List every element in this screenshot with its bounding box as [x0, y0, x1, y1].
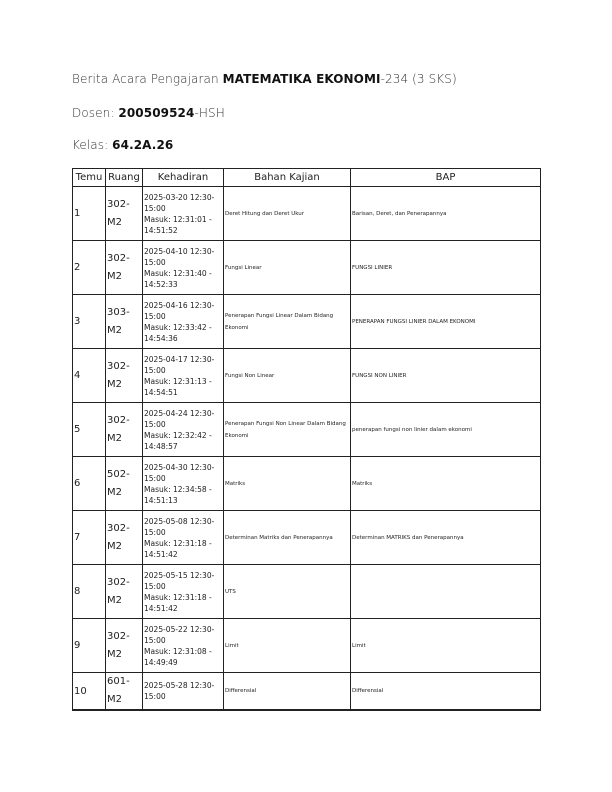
cell-kehadiran [143, 349, 224, 403]
table-row [73, 403, 541, 457]
cell-temu-text: 5 [74, 424, 81, 435]
cell-kehadiran-text: 2025-05-28 12:30-15:00 [144, 681, 215, 701]
cell-ruang-text: 601-M2 [107, 676, 130, 705]
cell-temu [73, 403, 106, 457]
table-row [73, 673, 541, 711]
course-name: MATEMATIKA EKONOMI [222, 72, 381, 86]
cell-kehadiran-text: 2025-05-08 12:30-15:00 [144, 516, 215, 537]
cell-kehadiran-text: 2025-05-22 12:30-15:00 [144, 624, 215, 645]
cell-bahan-kajian-text: Penerapan Fungsi Non Linear Dalam Bidang Ekonomi [225, 420, 346, 439]
cell-ruang [106, 349, 143, 403]
dosen-id: 200509524 [118, 106, 195, 120]
table-row [73, 187, 541, 241]
dosen-line [72, 106, 225, 120]
cell-bahan-kajian-text: Matriks [225, 480, 246, 487]
column-header-bahan-kajian: Bahan Kajian [224, 169, 351, 187]
cell-ruang-text: 302-M2 [107, 198, 130, 228]
cell-kehadiran-text: Masuk: 12:31:13 - 14:54:51 [144, 376, 212, 397]
cell-bap [351, 673, 541, 711]
cell-bap [351, 403, 541, 457]
cell-ruang-text: 302-M2 [107, 522, 130, 552]
cell-kehadiran [143, 673, 224, 711]
attendance-table [72, 168, 541, 711]
cell-kehadiran [143, 187, 224, 241]
table-row [73, 241, 541, 295]
table-row [73, 565, 541, 619]
table-row [73, 349, 541, 403]
cell-temu-text: 2 [74, 262, 81, 273]
cell-kehadiran-text: 2025-04-10 12:30-15:00 [144, 246, 215, 267]
cell-bap [351, 511, 541, 565]
cell-bahan-kajian-text: Fungsi Linear [225, 264, 262, 271]
cell-kehadiran [143, 619, 224, 673]
cell-temu-text: 9 [74, 640, 81, 651]
cell-temu [73, 565, 106, 619]
cell-kehadiran [143, 565, 224, 619]
cell-bahan-kajian-text: Determinan Matriks dan Penerapannya [225, 534, 333, 541]
cell-bahan-kajian-text: UTS [225, 588, 236, 595]
cell-ruang-text: 302-M2 [107, 360, 130, 390]
cell-ruang [106, 241, 143, 295]
cell-bap-text: Determinan MATRIKS dan Penerapannya [352, 534, 464, 541]
cell-kehadiran-text: Masuk: 12:31:18 - 14:51:42 [144, 538, 212, 559]
cell-temu [73, 241, 106, 295]
cell-kehadiran-text: Masuk: 12:31:08 - 14:49:49 [144, 646, 212, 667]
cell-temu-text: 7 [74, 532, 81, 543]
table-header-row [73, 169, 541, 187]
cell-bahan-kajian [224, 673, 351, 711]
cell-bahan-kajian [224, 457, 351, 511]
table-row [73, 295, 541, 349]
cell-ruang-text: 302-M2 [107, 576, 130, 606]
cell-bahan-kajian-text: Limit [225, 642, 239, 649]
cell-temu-text: 6 [74, 478, 81, 489]
cell-ruang [106, 673, 143, 711]
cell-kehadiran [143, 457, 224, 511]
cell-bap [351, 241, 541, 295]
cell-temu [73, 457, 106, 511]
cell-kehadiran-text: 2025-03-20 12:30-15:00 [144, 192, 215, 213]
cell-temu [73, 511, 106, 565]
cell-kehadiran-text: 2025-04-17 12:30-15:00 [144, 354, 215, 375]
cell-kehadiran [143, 511, 224, 565]
cell-bahan-kajian-text: Differensial [225, 688, 257, 694]
cell-bahan-kajian [224, 295, 351, 349]
cell-bap-text: penerapan fungsi non linier dalam ekonomi [352, 426, 472, 433]
cell-bahan-kajian [224, 403, 351, 457]
cell-kehadiran [143, 403, 224, 457]
cell-kehadiran-text: 2025-05-15 12:30-15:00 [144, 570, 215, 591]
cell-temu-text: 4 [74, 370, 81, 381]
column-header-ruang: Ruang [106, 169, 143, 187]
table-row [73, 457, 541, 511]
cell-temu-text: 10 [74, 685, 87, 697]
cell-kehadiran-text: 2025-04-16 12:30-15:00 [144, 300, 215, 321]
cell-ruang-text: 302-M2 [107, 252, 130, 282]
cell-kehadiran [143, 241, 224, 295]
table-row [73, 511, 541, 565]
cell-kehadiran-text: Masuk: 12:33:42 - 14:54:36 [144, 322, 212, 343]
cell-temu [73, 349, 106, 403]
cell-ruang [106, 187, 143, 241]
cell-temu-text: 3 [74, 316, 81, 327]
cell-temu [73, 295, 106, 349]
cell-bap [351, 619, 541, 673]
kelas-line [72, 138, 173, 152]
cell-kehadiran-text: 2025-04-24 12:30-15:00 [144, 408, 215, 429]
cell-ruang-text: 502-M2 [107, 468, 130, 498]
cell-ruang [106, 457, 143, 511]
cell-bap [351, 457, 541, 511]
cell-temu [73, 673, 106, 711]
cell-bap [351, 565, 541, 619]
document-title [72, 72, 457, 86]
kelas-value: 64.2A.26 [112, 138, 174, 152]
cell-kehadiran-text: Masuk: 12:31:18 - 14:51:42 [144, 592, 212, 613]
kelas-label: Kelas: [72, 138, 109, 152]
cell-kehadiran-text: Masuk: 12:31:01 - 14:51:52 [144, 214, 212, 235]
cell-temu [73, 619, 106, 673]
cell-bahan-kajian-text: Deret Hitung dan Deret Ukur [225, 210, 305, 217]
cell-bahan-kajian [224, 565, 351, 619]
cell-temu-text: 8 [74, 586, 81, 597]
cell-temu [73, 187, 106, 241]
cell-ruang [106, 565, 143, 619]
cell-ruang [106, 295, 143, 349]
table-body [73, 187, 541, 711]
cell-bap-text: FUNGSI LINIER [352, 264, 393, 271]
cell-ruang [106, 403, 143, 457]
cell-ruang-text: 303-M2 [107, 306, 130, 336]
cell-ruang-text: 302-M2 [107, 414, 130, 444]
cell-bahan-kajian [224, 187, 351, 241]
cell-kehadiran-text: Masuk: 12:32:42 - 14:48:57 [144, 430, 212, 451]
dosen-suffix: -HSH [194, 106, 225, 120]
cell-bap-text: Matriks [352, 480, 373, 487]
column-header-temu: Temu [73, 169, 106, 187]
column-header-kehadiran: Kehadiran [143, 169, 224, 187]
cell-temu-text: 1 [74, 208, 81, 219]
cell-kehadiran [143, 295, 224, 349]
cell-bap-text: Barisan, Deret, dan Penerapannya [352, 210, 447, 217]
cell-bap-text: Limit [352, 642, 366, 649]
cell-ruang-text: 302-M2 [107, 630, 130, 660]
cell-bahan-kajian [224, 619, 351, 673]
cell-ruang [106, 619, 143, 673]
column-header-bap: BAP [351, 169, 541, 187]
cell-bahan-kajian [224, 511, 351, 565]
cell-bahan-kajian [224, 349, 351, 403]
dosen-label: Dosen: [72, 106, 115, 120]
cell-bap [351, 187, 541, 241]
cell-bap-text: PENERAPAN FUNGSI LINIER DALAM EKONOMI [352, 318, 476, 325]
cell-bap-text: FUNGSI NON LINIER [352, 372, 407, 379]
cell-kehadiran-text: 2025-04-30 12:30-15:00 [144, 462, 215, 483]
cell-bahan-kajian [224, 241, 351, 295]
cell-bap [351, 349, 541, 403]
cell-kehadiran-text: Masuk: 12:31:40 - 14:52:33 [144, 268, 212, 289]
cell-kehadiran-text: Masuk: 12:34:58 - 14:51:13 [144, 484, 212, 505]
table-row [73, 619, 541, 673]
cell-ruang [106, 511, 143, 565]
title-prefix: Berita Acara Pengajaran [72, 72, 219, 86]
cell-bap-text: Differensial [352, 688, 384, 694]
cell-bahan-kajian-text: Fungsi Non Linear [225, 372, 275, 379]
cell-bap [351, 295, 541, 349]
cell-bahan-kajian-text: Penerapan Fungsi Linear Dalam Bidang Ekonomi [225, 312, 334, 331]
course-suffix: -234 (3 SKS) [380, 72, 457, 86]
